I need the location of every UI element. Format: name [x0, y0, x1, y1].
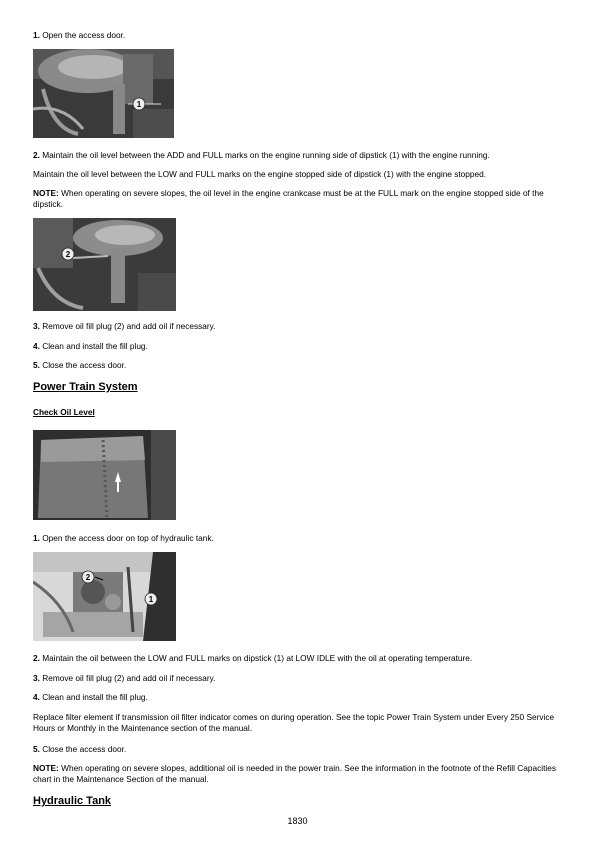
callout-1: 1 — [136, 100, 142, 109]
step-3-remove-fill-plug: 3. Remove oil fill plug (2) and add oil if necessary. — [33, 673, 216, 683]
callout-1: 1 — [148, 595, 154, 604]
step-2-maintain-oil-low-idle: 2. Maintain the oil between the LOW and FULL marks on dipstick (1) at LOW IDLE with the oil at operating temperature. — [33, 653, 473, 663]
step-2-maintain-level: 2. Maintain the oil level between the ADD and FULL marks on the engine running side of dipstick (1) with the engine running. — [33, 150, 490, 160]
paragraph-engine-stopped: Maintain the oil level between the LOW and FULL marks on the engine stopped side of dipstick (1) with the engine stopped. — [33, 169, 487, 179]
power-train-dipstick-photo — [33, 552, 176, 641]
hydraulic-tank-access-photo — [33, 430, 176, 520]
heading-power-train-system: Power Train System — [33, 381, 138, 393]
subheading-check-oil-level: Check Oil Level — [33, 407, 95, 417]
page-number: 1830 — [287, 816, 308, 826]
heading-hydraulic-tank: Hydraulic Tank — [33, 795, 112, 807]
step-3-remove-plug: 3. Remove oil fill plug (2) and add oil if necessary. — [33, 321, 216, 331]
engine-fill-plug-photo — [33, 218, 176, 311]
note-severe-slopes-engine: NOTE: When operating on severe slopes, the oil level in the engine crankcase must be at the FULL mark on the engine stopped side of the dipstick. — [33, 188, 544, 209]
engine-dipstick-photo-1 — [33, 49, 174, 138]
paragraph-replace-filter: Replace filter element if transmission oil filter indicator comes on during operation. See the topic Power Train System under Every 250 Service Hours or Monthly in the Maintenance section of the manual. — [33, 712, 555, 733]
step-5-close-door: 5. Close the access door. — [33, 360, 127, 370]
step-1-open-door: 1. Open the access door. — [33, 30, 126, 40]
step-5-close-access-door: 5. Close the access door. — [33, 744, 127, 754]
callout-2: 2 — [85, 573, 91, 582]
step-4-install-plug: 4. Clean and install the fill plug. — [33, 341, 148, 351]
callout-2: 2 — [65, 250, 71, 259]
step-4-install-fill-plug: 4. Clean and install the fill plug. — [33, 692, 148, 702]
step-1-open-hydraulic-door: 1. Open the access door on top of hydraulic tank. — [33, 533, 214, 543]
note-severe-slopes-power-train: NOTE: When operating on severe slopes, additional oil is needed in the power train. See the information in the footnote of the Refill Capacities chart in the Maintenance Section of the manual. — [33, 763, 557, 784]
